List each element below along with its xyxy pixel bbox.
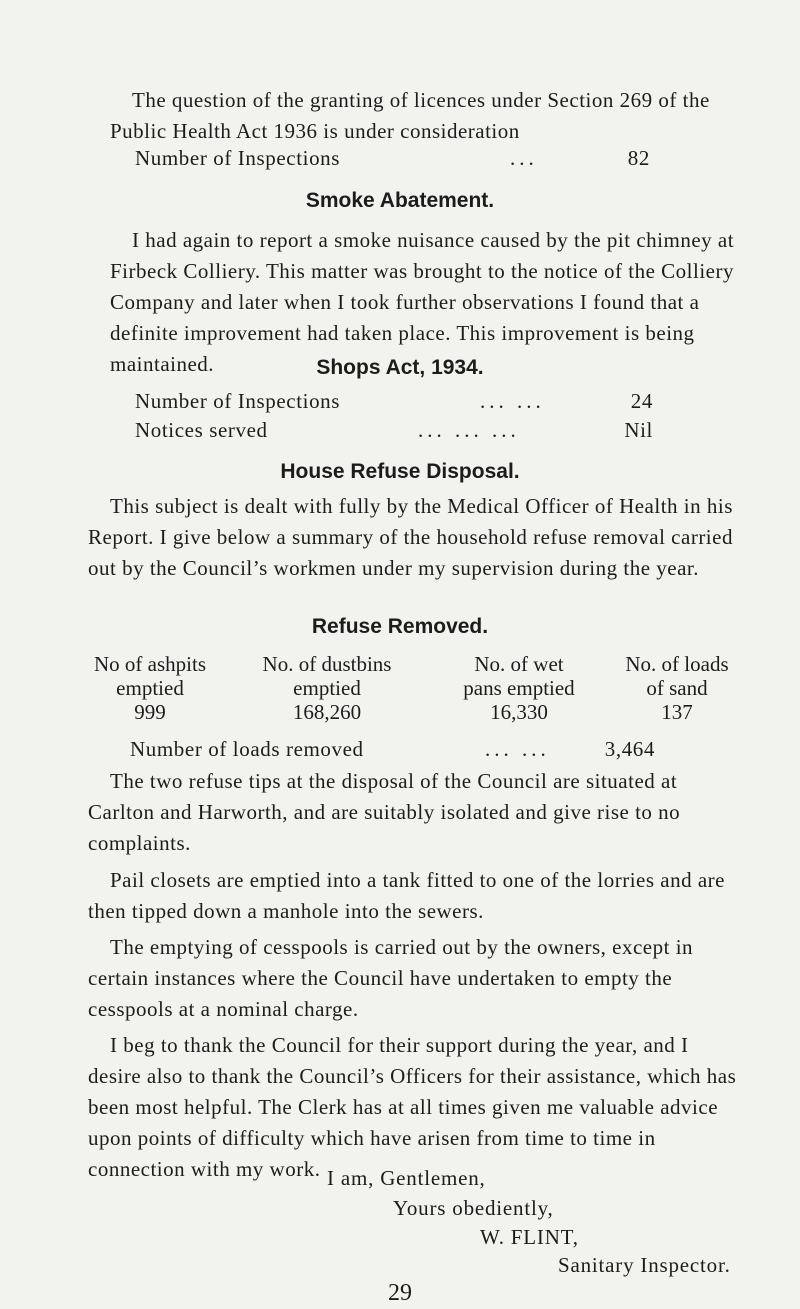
cesspools-paragraph: The emptying of cesspools is carried out by the owners, except in certain instances where the Council have undertaken to empty the cesspools at a nominal charge. [88,935,694,1021]
shops-inspections-label: Number of Inspections [135,389,341,413]
shops-inspections-value: 24 [630,389,653,413]
signoff-title: Sanitary Inspector. [558,1253,731,1277]
inspections-label: Number of Inspections [135,146,341,170]
ashpits-column [60,652,240,724]
tips-paragraph: The two refuse tips at the disposal of the Council are situated at Carlton and Harworth, and are suitably isolated and give rise to no complaints. [88,769,681,855]
house-refuse-heading: House Refuse Disposal. [280,460,520,483]
refuse-table [92,652,742,747]
page-number: 29 [388,1280,412,1306]
licences-paragraph: The question of the granting of licences under Section 269 of the Public Health Act 1936 is under consideration [110,88,710,143]
signoff-name: W. FLINT, [480,1225,579,1249]
dustbins-header-2: emptied [293,676,361,700]
loads-removed-row [130,737,655,765]
thanks-paragraph: I beg to thank the Council for their support during the year, and I desire also to thank the Council’s Officers for their assistance, which has been most helpful. The Clerk has at all times given me valuable advice upon points of difficulty which have arisen from time to time in connection with my work. [88,1033,737,1181]
notices-label: Notices served [135,418,268,442]
shops-inspections-leader: ... ... [480,389,545,413]
sand-header-2: of sand [646,676,708,700]
sand-column [597,652,757,724]
wet-pans-column [434,652,604,724]
dustbins-value: 168,260 [292,700,362,724]
loads-removed-label: Number of loads removed [130,737,364,761]
ashpits-header-1: No of ashpits [94,652,206,676]
smoke-abatement-heading: Smoke Abatement. [305,189,495,212]
inspections-leader: ... [510,146,538,170]
shops-inspections-row [135,389,653,417]
loads-removed-leader: ... ... [485,737,550,761]
wet-pans-header-1: No. of wet [474,652,564,676]
inspections-row [135,146,650,174]
notices-leader: ... ... ... [418,418,520,442]
refuse-paragraph: This subject is dealt with fully by the Medical Officer of Health in his Report. I give below a summary of the household refuse removal carried out by the Council’s workmen under my supervision during the year. [88,494,733,580]
refuse-removed-heading: Refuse Removed. [311,615,489,638]
sand-value: 137 [661,700,693,724]
ashpits-header-2: emptied [116,676,184,700]
loads-removed-value: 3,464 [604,737,655,761]
notices-row [135,418,653,446]
sand-header-1: No. of loads [625,652,729,676]
signoff-closing: Yours obediently, [393,1196,554,1220]
smoke-paragraph: I had again to report a smoke nuisance caused by the pit chimney at Firbeck Colliery. This matter was brought to the notice of the Colliery Company and later when I took further observations I found that a definite improvement had taken place. This improvement is being maintained. [110,228,735,376]
inspections-value: 82 [627,146,650,170]
dustbins-header-1: No. of dustbins [262,652,392,676]
wet-pans-header-2: pans emptied [463,676,575,700]
ashpits-value: 999 [134,700,166,724]
dustbins-column [242,652,412,724]
pail-closets-paragraph: Pail closets are emptied into a tank fitted to one of the lorries and are then tipped down a manhole into the sewers. [88,868,725,923]
signoff-salutation: I am, Gentlemen, [327,1166,486,1190]
notices-value: Nil [624,418,653,442]
wet-pans-value: 16,330 [490,700,548,724]
shops-act-heading: Shops Act, 1934. [316,356,484,379]
